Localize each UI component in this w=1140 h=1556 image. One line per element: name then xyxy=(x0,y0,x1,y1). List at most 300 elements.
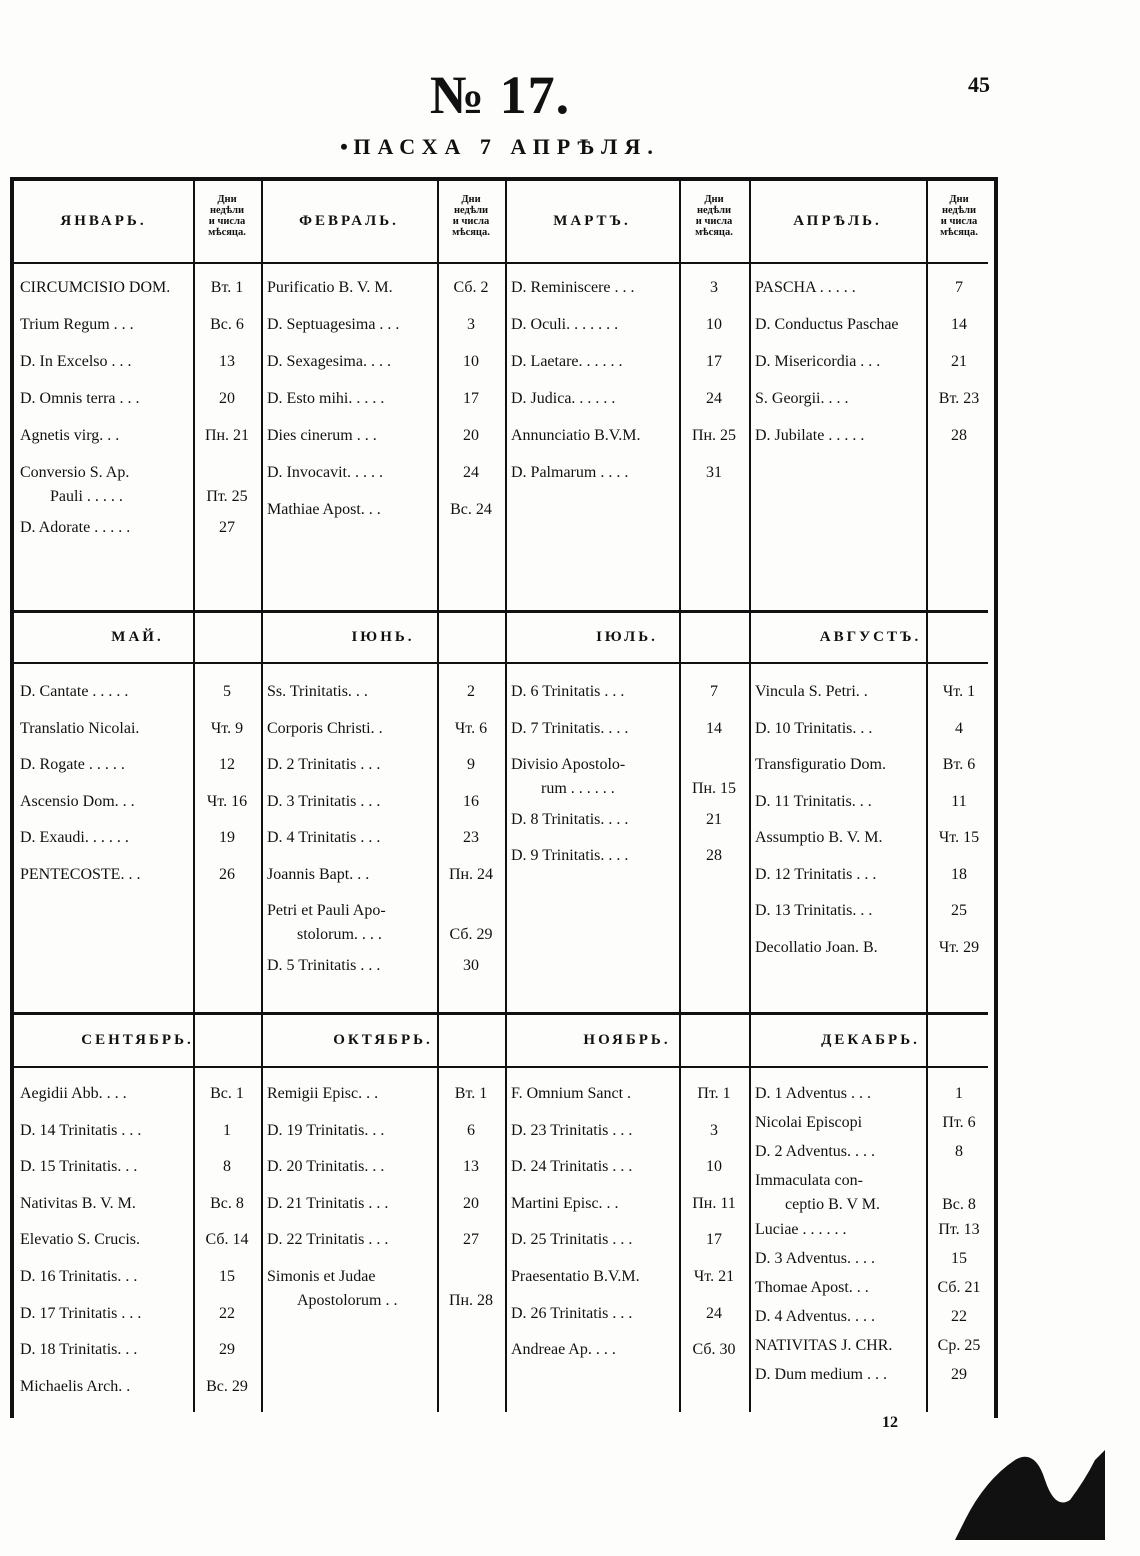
calendar-entry xyxy=(20,1268,259,1286)
day-value: 29 xyxy=(219,1341,235,1359)
day-value: Вс. 1 xyxy=(210,1085,244,1102)
calendar-entry xyxy=(511,279,747,297)
day-value: 21 xyxy=(951,353,967,370)
day-value: 7 xyxy=(710,683,718,700)
day-value: Вс. 24 xyxy=(450,501,492,518)
calendar-entry xyxy=(755,353,990,371)
calendar-entry xyxy=(511,464,747,482)
month-name: НОЯБРЬ. xyxy=(583,1031,671,1048)
feast-name: D. In Excelso . . . xyxy=(20,353,132,370)
day-header-line: мѣсяца. xyxy=(940,227,978,238)
month-name: ІЮНЬ. xyxy=(351,628,415,645)
day-value: Вт. 6 xyxy=(942,756,976,773)
day-value: Вт. 1 xyxy=(454,1085,488,1102)
calendar-entry xyxy=(267,279,503,297)
feast-name: Conversio S. Ap. xyxy=(20,464,130,481)
day-value: Вт. 1 xyxy=(210,279,244,296)
day-value: 26 xyxy=(219,865,235,883)
day-header-line: мѣсяца. xyxy=(452,227,490,238)
feast-name-continuation: Pauli . . . . . xyxy=(50,488,123,505)
day-column-rule xyxy=(437,1014,439,1412)
calendar-entry xyxy=(755,1366,990,1384)
feast-name: D. 21 Trinitatis . . . xyxy=(267,1194,389,1212)
day-value: 19 xyxy=(219,829,235,846)
ink-blot xyxy=(955,1440,1105,1540)
feast-name: D. 3 Trinitatis . . . xyxy=(267,792,381,810)
day-value: 5 xyxy=(223,683,231,700)
month-name: МАРТЪ. xyxy=(553,212,631,229)
calendar-entry xyxy=(20,316,259,334)
calendar-entry xyxy=(511,1195,747,1213)
day-header-line: и числа xyxy=(940,216,978,227)
day-value: Сб. 14 xyxy=(205,1231,249,1249)
day-value: 31 xyxy=(706,464,722,481)
calendar-entry xyxy=(511,811,747,829)
day-value: 7 xyxy=(955,279,963,296)
day-value: 17 xyxy=(706,353,722,370)
feast-name: D. Palmarum . . . . xyxy=(511,464,629,481)
day-value: Ср. 25 xyxy=(937,1337,981,1354)
day-value: Чт. 9 xyxy=(210,719,244,737)
feast-name: D. Dum medium . . . xyxy=(755,1366,887,1383)
calendar-entry xyxy=(755,1279,990,1297)
calendar-entry xyxy=(267,866,503,884)
day-value: Чт. 6 xyxy=(454,719,488,737)
day-header-line: мѣсяца. xyxy=(208,227,246,238)
day-value: 30 xyxy=(463,956,479,974)
calendar-entry xyxy=(755,1337,990,1355)
calendar-entry xyxy=(267,1268,503,1309)
feast-name: D. 6 Trinitatis . . . xyxy=(511,683,625,700)
feast-name: Transfiguratio Dom. xyxy=(755,756,886,773)
feast-name: Thomae Apost. . . xyxy=(755,1279,869,1296)
day-value: 21 xyxy=(706,810,722,828)
day-value: 23 xyxy=(463,829,479,846)
feast-name: D. 2 Adventus. . . . xyxy=(755,1143,875,1160)
month-column-rule xyxy=(261,1014,263,1412)
month-name: СЕНТЯБРЬ. xyxy=(81,1031,194,1048)
feast-name: NATIVITAS J. CHR. xyxy=(755,1337,893,1354)
day-value: 2 xyxy=(467,683,475,700)
calendar-entry xyxy=(20,866,259,884)
month-name: АВГУСТЪ. xyxy=(819,628,922,645)
calendar-entry xyxy=(755,829,990,847)
frame-right-border xyxy=(994,181,998,1418)
calendar-entry xyxy=(511,390,747,408)
day-value: Сб. 21 xyxy=(937,1279,981,1296)
calendar-entry xyxy=(511,1341,747,1359)
calendar-entry xyxy=(511,1305,747,1323)
calendar-entry xyxy=(267,1195,503,1213)
feast-name: Assumptio B. V. M. xyxy=(755,829,883,846)
feast-name: Nativitas B. V. M. xyxy=(20,1194,136,1212)
feast-name: Vincula S. Petri. . xyxy=(755,683,868,700)
day-value: Пн. 15 xyxy=(691,780,737,797)
day-value: 25 xyxy=(951,902,967,919)
day-value: 15 xyxy=(951,1250,967,1267)
feast-name: D. Omnis terra . . . xyxy=(20,390,140,407)
day-value: Пн. 24 xyxy=(448,865,494,883)
frame-left-border xyxy=(10,181,14,1418)
feast-name: D. 4 Adventus. . . . xyxy=(755,1308,875,1325)
day-value: Чт. 16 xyxy=(206,792,248,810)
feast-name: D. Septuagesima . . . xyxy=(267,316,400,333)
day-value: 22 xyxy=(219,1304,235,1322)
day-column-rule xyxy=(437,612,439,1012)
feast-name: D. 17 Trinitatis . . . xyxy=(20,1304,142,1322)
feast-name: Corporis Christi. . xyxy=(267,719,383,737)
day-column-header xyxy=(437,194,505,238)
feast-name: Nicolai Episcopi xyxy=(755,1114,863,1131)
day-value: 9 xyxy=(467,756,475,773)
day-value: 27 xyxy=(463,1231,479,1249)
calendar-entry xyxy=(267,683,503,701)
day-value: 14 xyxy=(706,719,722,737)
calendar-entry xyxy=(20,390,259,408)
feast-name-continuation: Apostolorum . . xyxy=(297,1292,398,1309)
day-value: 3 xyxy=(710,279,718,296)
calendar-entry xyxy=(267,464,503,482)
calendar-entry xyxy=(267,1231,503,1249)
day-header-line: Дни xyxy=(949,194,969,205)
feast-name: D. 19 Trinitatis. . . xyxy=(267,1121,385,1139)
calendar-entry xyxy=(267,720,503,738)
calendar-entry xyxy=(755,1085,990,1103)
feast-name: PENTECOSTE. . . xyxy=(20,865,141,883)
feast-name: D. 12 Trinitatis . . . xyxy=(755,865,877,883)
day-value: 18 xyxy=(951,865,967,883)
day-header-line: и числа xyxy=(208,216,246,227)
feast-name: Joannis Bapt. . . xyxy=(267,865,370,883)
calendar-entry xyxy=(755,902,990,920)
day-value: Чт. 15 xyxy=(938,829,980,846)
day-value: 10 xyxy=(706,316,722,333)
month-column-rule xyxy=(505,1014,507,1412)
day-value: 29 xyxy=(951,1366,967,1383)
calendar-entry xyxy=(755,390,990,408)
day-column-header xyxy=(679,194,749,238)
feast-name: D. 22 Trinitatis . . . xyxy=(267,1231,389,1249)
day-value: Сб. 29 xyxy=(449,926,493,943)
day-value: Вс. 8 xyxy=(210,1194,244,1212)
feast-name-continuation: stolorum. . . . xyxy=(297,926,382,943)
feast-name: D. Invocavit. . . . . xyxy=(267,464,383,481)
day-value: 27 xyxy=(219,519,235,536)
feast-name: D. 2 Trinitatis . . . xyxy=(267,756,381,773)
month-name: АПРѢЛЬ. xyxy=(793,212,882,229)
calendar-entry xyxy=(755,1250,990,1268)
calendar-entry xyxy=(267,902,503,943)
feast-name: D. Jubilate . . . . . xyxy=(755,427,865,444)
day-value: Сб. 2 xyxy=(453,279,489,296)
feast-name: Aegidii Abb. . . . xyxy=(20,1085,127,1102)
feast-name: PASCHA . . . . . xyxy=(755,279,856,296)
feast-name-continuation: ceptio B. V M. xyxy=(785,1196,880,1213)
day-value: 4 xyxy=(955,719,963,737)
feast-name: D. Sexagesima. . . . xyxy=(267,353,391,370)
day-value: Вс. 6 xyxy=(210,316,244,333)
feast-name: D. 15 Trinitatis. . . xyxy=(20,1158,138,1176)
calendar-entry xyxy=(267,501,503,519)
feast-name: D. Rogate . . . . . xyxy=(20,756,125,773)
day-value: Чт. 29 xyxy=(938,938,980,956)
feast-name: Immaculata con- xyxy=(755,1172,863,1189)
calendar-entry xyxy=(755,756,990,774)
calendar-entry xyxy=(755,427,990,445)
day-value: 10 xyxy=(463,353,479,370)
calendar-entry xyxy=(20,1378,259,1396)
feast-name: D. 24 Trinitatis . . . xyxy=(511,1158,633,1176)
day-header-line: и числа xyxy=(452,216,490,227)
calendar-entry xyxy=(20,793,259,811)
calendar-entry xyxy=(20,519,259,537)
calendar-entry xyxy=(511,1122,747,1140)
calendar-entry xyxy=(755,1308,990,1326)
feast-name: Elevatio S. Crucis. xyxy=(20,1231,140,1249)
day-value: 12 xyxy=(219,756,235,773)
day-value: Чт. 21 xyxy=(693,1268,735,1285)
day-value: 16 xyxy=(463,792,479,810)
day-header-line: недѣли xyxy=(453,205,489,216)
calendar-entry xyxy=(267,1085,503,1103)
feast-name: Martini Episc. . . xyxy=(511,1194,619,1212)
calendar-entry xyxy=(267,353,503,371)
feast-name: Luciae . . . . . . xyxy=(755,1221,847,1238)
calendar-entry xyxy=(20,829,259,847)
feast-name: D. 13 Trinitatis. . . xyxy=(755,902,873,919)
feast-name: D. Laetare. . . . . . xyxy=(511,353,623,370)
day-value: 3 xyxy=(467,316,475,333)
feast-name: D. 18 Trinitatis. . . xyxy=(20,1341,138,1359)
calendar-entry xyxy=(20,1122,259,1140)
day-value: 15 xyxy=(219,1268,235,1285)
feast-name: Translatio Nicolai. xyxy=(20,719,140,737)
feast-name: Trium Regum . . . xyxy=(20,316,134,333)
feast-name: D. 5 Trinitatis . . . xyxy=(267,956,381,974)
month-name: МАЙ. xyxy=(111,628,164,645)
month-column-rule xyxy=(261,612,263,1012)
calendar-entry xyxy=(511,316,747,334)
day-header-line: недѣли xyxy=(696,205,732,216)
day-column-header xyxy=(193,194,261,238)
header-divider xyxy=(14,1066,988,1068)
calendar-entry xyxy=(20,683,259,701)
calendar-entry xyxy=(755,1143,990,1161)
calendar-entry xyxy=(755,683,990,701)
day-value: Пн. 25 xyxy=(691,427,737,444)
day-value: Вт. 23 xyxy=(938,390,980,407)
feast-name: Simonis et Judae xyxy=(267,1268,376,1285)
calendar-entry xyxy=(20,1231,259,1249)
calendar-entry xyxy=(267,390,503,408)
day-column-rule xyxy=(193,612,195,1012)
feast-name: Ss. Trinitatis. . . xyxy=(267,683,368,700)
feast-name: D. 1 Adventus . . . xyxy=(755,1085,871,1102)
day-value: Пт. 25 xyxy=(206,488,248,505)
feast-name: F. Omnium Sanct . xyxy=(511,1085,632,1102)
day-value: Сб. 30 xyxy=(692,1341,736,1359)
calendar-entry xyxy=(511,683,747,701)
feast-name: D. Adorate . . . . . xyxy=(20,519,131,536)
day-value: Пн. 28 xyxy=(448,1292,494,1309)
feast-name: D. 7 Trinitatis. . . . xyxy=(511,719,629,737)
feast-name: D. Misericordia . . . xyxy=(755,353,881,370)
day-value: Пн. 21 xyxy=(204,427,250,444)
month-column-rule xyxy=(505,612,507,1012)
feast-name: S. Georgii. . . . xyxy=(755,390,849,407)
day-value: 1 xyxy=(955,1085,963,1102)
day-value: 22 xyxy=(951,1308,967,1325)
calendar-entry xyxy=(511,1158,747,1176)
feast-name: D. 26 Trinitatis . . . xyxy=(511,1304,633,1322)
month-name: ІЮЛЬ. xyxy=(596,628,658,645)
feast-name: D. 14 Trinitatis . . . xyxy=(20,1121,142,1139)
footer-number: 12 xyxy=(882,1414,898,1431)
day-value: 6 xyxy=(467,1121,475,1139)
calendar-entry xyxy=(20,464,259,505)
header-divider xyxy=(14,662,988,664)
day-value: 13 xyxy=(219,353,235,370)
month-name: ОКТЯБРЬ. xyxy=(333,1031,433,1048)
day-value: Пн. 11 xyxy=(692,1194,736,1212)
feast-name: D. Esto mihi. . . . . xyxy=(267,390,385,407)
calendar-entry xyxy=(20,1305,259,1323)
calendar-entry xyxy=(755,279,990,297)
page-number: 45 xyxy=(968,72,990,97)
month-name: ДЕКАБРЬ. xyxy=(821,1031,920,1048)
day-value: 8 xyxy=(223,1158,231,1176)
feast-name: D. 23 Trinitatis . . . xyxy=(511,1121,633,1139)
calendar-entry xyxy=(511,720,747,738)
feast-name: D. 9 Trinitatis. . . . xyxy=(511,847,629,864)
day-header-line: недѣли xyxy=(941,205,977,216)
page-title: № 17. xyxy=(429,65,571,125)
day-value: Пт. 6 xyxy=(942,1114,976,1131)
calendar-entry xyxy=(755,793,990,811)
day-value: 11 xyxy=(951,792,967,810)
calendar-entry xyxy=(267,793,503,811)
feast-name: Andreae Ap. . . . xyxy=(511,1341,616,1359)
day-value: 24 xyxy=(706,390,722,407)
calendar-entry xyxy=(267,1122,503,1140)
day-value: Вс. 29 xyxy=(206,1377,248,1395)
subtitle: • ПАСХА 7 АПРѢЛЯ. xyxy=(0,134,1000,160)
day-value: 20 xyxy=(219,390,235,407)
feast-name: Purificatio B. V. M. xyxy=(267,279,393,296)
calendar-entry xyxy=(755,1172,990,1213)
month-name: ФЕВРАЛЬ. xyxy=(299,212,399,229)
calendar-entry xyxy=(755,1221,990,1239)
day-value: 17 xyxy=(463,390,479,407)
feast-name: Dies cinerum . . . xyxy=(267,427,377,444)
month-column-rule xyxy=(749,1014,751,1412)
day-value: 13 xyxy=(463,1158,479,1176)
feast-name-continuation: rum . . . . . . xyxy=(541,780,615,797)
day-value: 8 xyxy=(955,1143,963,1160)
feast-name: D. 20 Trinitatis. . . xyxy=(267,1158,385,1176)
day-header-line: и числа xyxy=(695,216,733,227)
day-value: 28 xyxy=(706,847,722,864)
calendar-entry xyxy=(511,427,747,445)
calendar-entry xyxy=(755,316,990,334)
calendar-entry xyxy=(755,866,990,884)
calendar-entry xyxy=(267,756,503,774)
feast-name: D. 10 Trinitatis. . . xyxy=(755,719,873,737)
day-value: Пт. 13 xyxy=(938,1221,980,1238)
day-value: 28 xyxy=(951,427,967,444)
feast-name: Mathiae Apost. . . xyxy=(267,501,381,518)
calendar-entry xyxy=(20,1195,259,1213)
day-value: 14 xyxy=(951,316,967,333)
calendar-entry xyxy=(20,720,259,738)
calendar-entry xyxy=(20,353,259,371)
feast-name: Ascensio Dom. . . xyxy=(20,792,135,810)
calendar-entry xyxy=(267,427,503,445)
feast-name: D. 3 Adventus. . . . xyxy=(755,1250,875,1267)
day-value: 17 xyxy=(706,1231,722,1249)
day-header-line: недѣли xyxy=(209,205,245,216)
feast-name: Michaelis Arch. . xyxy=(20,1377,131,1395)
month-name: ЯНВАРЬ. xyxy=(60,212,147,229)
calendar-entry xyxy=(20,1085,259,1103)
calendar-entry xyxy=(20,1158,259,1176)
calendar-entry xyxy=(511,756,747,797)
header-divider xyxy=(14,262,988,264)
feast-name: D. Judica. . . . . . xyxy=(511,390,616,407)
feast-name: D. Exaudi. . . . . . xyxy=(20,829,129,846)
calendar-entry xyxy=(20,756,259,774)
day-header-line: Дни xyxy=(217,194,237,205)
feast-name: Praesentatio B.V.M. xyxy=(511,1268,640,1285)
calendar-entry xyxy=(511,1268,747,1286)
feast-name: D. Conductus Paschae xyxy=(755,316,899,333)
feast-name: Petri et Pauli Apo- xyxy=(267,902,386,919)
day-value: 24 xyxy=(706,1304,722,1322)
feast-name: CIRCUMCISIO DOM. xyxy=(20,279,171,296)
feast-name: D. 16 Trinitatis. . . xyxy=(20,1268,138,1285)
feast-name: Decollatio Joan. B. xyxy=(755,938,878,956)
calendar-entry xyxy=(267,1158,503,1176)
calendar-entry xyxy=(511,353,747,371)
feast-name: D. 4 Trinitatis . . . xyxy=(267,829,381,846)
calendar-entry xyxy=(267,316,503,334)
calendar-entry xyxy=(755,1114,990,1132)
calendar-entry xyxy=(755,939,990,957)
calendar-entry xyxy=(267,829,503,847)
feast-name: D. 25 Trinitatis . . . xyxy=(511,1231,633,1249)
feast-name: D. Oculi. . . . . . . xyxy=(511,316,619,333)
day-value: 3 xyxy=(710,1121,718,1139)
feast-name: Annunciatio B.V.M. xyxy=(511,427,641,444)
day-header-line: Дни xyxy=(461,194,481,205)
day-header-line: мѣсяца. xyxy=(695,227,733,238)
calendar-entry xyxy=(511,847,747,865)
calendar-entry xyxy=(267,957,503,975)
calendar-entry xyxy=(20,427,259,445)
day-header-line: Дни xyxy=(704,194,724,205)
day-value: 20 xyxy=(463,1194,479,1212)
calendar-entry xyxy=(755,720,990,738)
calendar-entry xyxy=(511,1085,747,1103)
day-value: Вс. 8 xyxy=(942,1196,976,1213)
calendar-entry xyxy=(511,1231,747,1249)
day-column-header xyxy=(926,194,992,238)
feast-name: D. Reminiscere . . . xyxy=(511,279,635,296)
feast-name: D. 11 Trinitatis. . . xyxy=(755,792,872,810)
month-column-rule xyxy=(749,612,751,1012)
day-value: Чт. 1 xyxy=(942,683,976,700)
feast-name: Agnetis virg. . . xyxy=(20,427,120,444)
